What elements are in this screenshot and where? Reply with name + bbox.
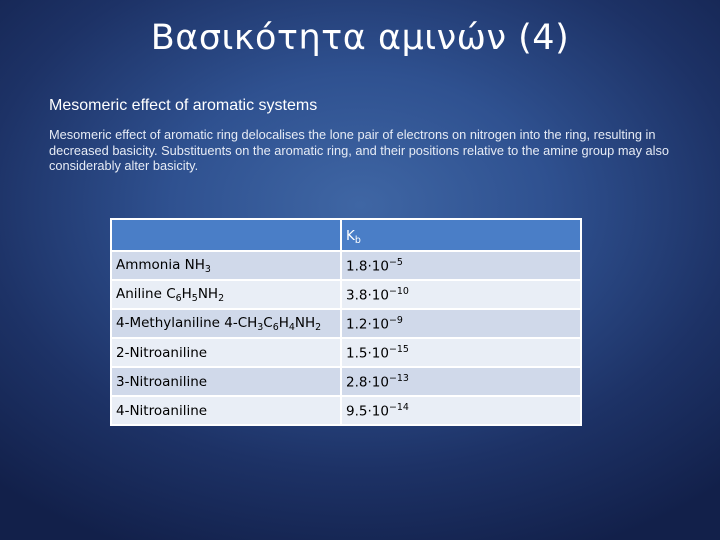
slide-subtitle: Mesomeric effect of aromatic systems bbox=[49, 97, 318, 114]
kb-mantissa: 1.5·10 bbox=[346, 345, 389, 362]
compound-text: C bbox=[263, 314, 273, 331]
table-row bbox=[111, 367, 581, 396]
kb-mantissa: 1.8·10 bbox=[346, 258, 389, 275]
header-compound bbox=[111, 219, 341, 251]
compound-text: 3-Nitroaniline bbox=[116, 373, 208, 390]
table-row bbox=[111, 309, 581, 338]
body-paragraph: Mesomeric effect of aromatic ring delocalises the lone pair of electrons on nitrogen into the ring, resulting in decreased basicity. Substituents on the aromatic ring, and their positions relative to the amine group may also considerably alter basicity. bbox=[49, 127, 670, 173]
table-body bbox=[111, 251, 581, 425]
kb-exponent: −10 bbox=[388, 285, 409, 297]
compound-name-cell bbox=[111, 396, 341, 425]
compound-subscript: 6 bbox=[175, 292, 182, 304]
kb-mantissa: 1.2·10 bbox=[346, 316, 389, 333]
table-row bbox=[111, 251, 581, 280]
kb-mantissa: 9.5·10 bbox=[346, 403, 389, 420]
kb-value-cell bbox=[341, 280, 581, 309]
compound-text: Ammonia NH bbox=[116, 256, 205, 273]
compound-subscript: 4 bbox=[288, 321, 295, 333]
kb-value-cell bbox=[341, 251, 581, 280]
kb-value-cell bbox=[341, 338, 581, 367]
compound-text: 4-Methylaniline 4-CH bbox=[116, 314, 258, 331]
table-row bbox=[111, 280, 581, 309]
compound-subscript: 2 bbox=[315, 321, 322, 333]
compound-name-cell bbox=[111, 309, 341, 338]
compound-subscript: 3 bbox=[204, 263, 211, 275]
table-row bbox=[111, 338, 581, 367]
header-kb-subscript: b bbox=[354, 234, 361, 246]
compound-name-cell bbox=[111, 251, 341, 280]
slide-title: Βασικότητα αμινών (4) bbox=[150, 18, 570, 58]
table-row bbox=[111, 396, 581, 425]
header-kb bbox=[341, 219, 581, 251]
kb-exponent: −5 bbox=[388, 256, 403, 268]
compound-text: 2-Nitroaniline bbox=[116, 344, 208, 361]
compound-subscript: 3 bbox=[257, 321, 264, 333]
compound-text: H bbox=[181, 285, 192, 302]
kb-value-cell bbox=[341, 396, 581, 425]
kb-mantissa: 2.8·10 bbox=[346, 374, 389, 391]
compound-subscript: 2 bbox=[218, 292, 225, 304]
compound-subscript: 6 bbox=[272, 321, 279, 333]
compound-text: NH bbox=[197, 285, 219, 302]
table-header-row bbox=[111, 219, 581, 251]
header-kb-symbol: K bbox=[346, 228, 355, 245]
compound-name-cell bbox=[111, 367, 341, 396]
kb-value-cell bbox=[341, 367, 581, 396]
compound-subscript: 5 bbox=[191, 292, 198, 304]
kb-exponent: −13 bbox=[388, 372, 409, 384]
amine-basicity-table bbox=[110, 218, 582, 426]
kb-exponent: −9 bbox=[388, 314, 403, 326]
compound-text: Aniline C bbox=[116, 285, 176, 302]
kb-exponent: −15 bbox=[388, 343, 409, 355]
compound-text: NH bbox=[294, 314, 316, 331]
compound-text: 4-Nitroaniline bbox=[116, 402, 208, 419]
compound-text: H bbox=[278, 314, 289, 331]
kb-mantissa: 3.8·10 bbox=[346, 287, 389, 304]
kb-exponent: −14 bbox=[388, 401, 409, 413]
kb-value-cell bbox=[341, 309, 581, 338]
compound-name-cell bbox=[111, 280, 341, 309]
compound-name-cell bbox=[111, 338, 341, 367]
